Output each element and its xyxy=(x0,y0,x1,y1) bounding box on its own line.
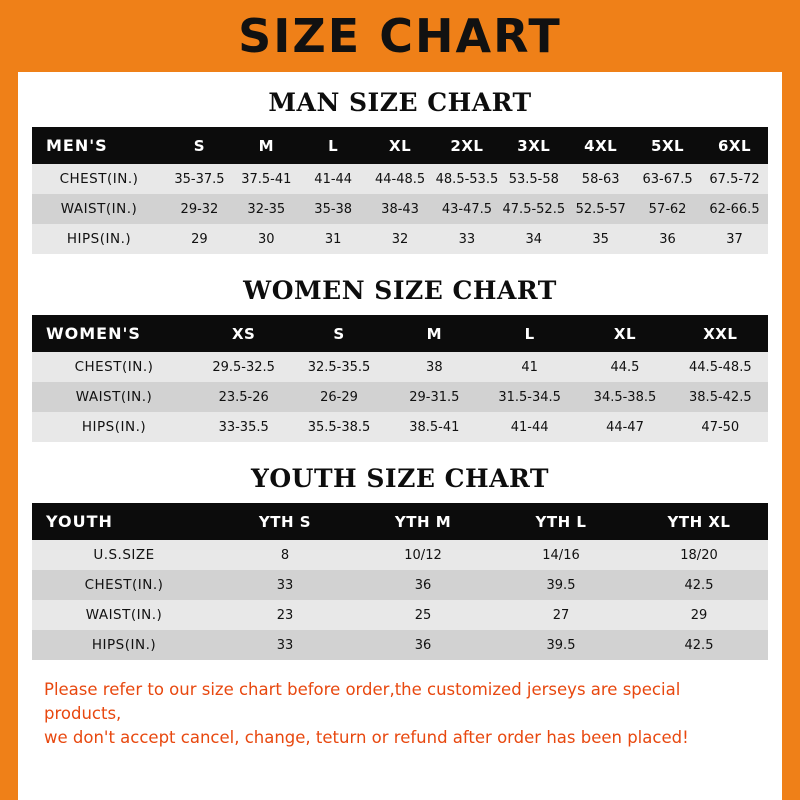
table-cell: 37 xyxy=(701,224,768,254)
youth-size-table xyxy=(32,503,768,660)
table-cell: 48.5-53.5 xyxy=(434,164,501,194)
women-row-label-chest: CHEST(IN.) xyxy=(32,352,196,382)
youth-row-label-us-size: U.S.SIZE xyxy=(32,540,216,570)
section-title-man: MAN SIZE CHART xyxy=(268,88,532,117)
table-row xyxy=(32,194,768,224)
table-cell: 34 xyxy=(500,224,567,254)
table-header-row xyxy=(32,315,768,352)
man-corner-label: MEN'S xyxy=(32,127,166,164)
man-row-label-chest: CHEST(IN.) xyxy=(32,164,166,194)
table-row xyxy=(32,412,768,442)
section-title-women: WOMEN SIZE CHART xyxy=(243,276,557,305)
man-table-header xyxy=(32,127,768,164)
footer-note-line-2: we don't accept cancel, change, teturn or refund after order has been placed! xyxy=(44,727,689,747)
table-row xyxy=(32,630,768,660)
table-cell: 43-47.5 xyxy=(434,194,501,224)
section-man xyxy=(30,88,770,254)
table-cell: 63-67.5 xyxy=(634,164,701,194)
man-size-table xyxy=(32,127,768,254)
table-row xyxy=(32,600,768,630)
women-row-label-waist: WAIST(IN.) xyxy=(32,382,196,412)
table-cell: 47.5-52.5 xyxy=(500,194,567,224)
table-cell: 37.5-41 xyxy=(233,164,300,194)
table-cell: 53.5-58 xyxy=(500,164,567,194)
table-row xyxy=(32,382,768,412)
table-cell: 35-37.5 xyxy=(166,164,233,194)
man-col-3xl: 3XL xyxy=(500,127,567,164)
table-cell: 62-66.5 xyxy=(701,194,768,224)
table-cell: 38 xyxy=(387,352,482,382)
table-cell: 29-31.5 xyxy=(387,382,482,412)
table-cell: 30 xyxy=(233,224,300,254)
man-col-m: M xyxy=(233,127,300,164)
youth-col-s: YTH S xyxy=(216,503,354,540)
table-cell: 10/12 xyxy=(354,540,492,570)
table-row xyxy=(32,164,768,194)
youth-row-label-hips: HIPS(IN.) xyxy=(32,630,216,660)
man-col-4xl: 4XL xyxy=(567,127,634,164)
table-cell: 29-32 xyxy=(166,194,233,224)
man-col-xl: XL xyxy=(367,127,434,164)
section-youth xyxy=(30,464,770,660)
section-title-youth: YOUTH SIZE CHART xyxy=(251,464,549,493)
table-cell: 57-62 xyxy=(634,194,701,224)
table-cell: 36 xyxy=(354,630,492,660)
table-row xyxy=(32,224,768,254)
youth-row-label-chest: CHEST(IN.) xyxy=(32,570,216,600)
women-col-xxl: XXL xyxy=(673,315,768,352)
table-cell: 41-44 xyxy=(482,412,577,442)
table-cell: 18/20 xyxy=(630,540,768,570)
section-women xyxy=(30,276,770,442)
youth-corner-label: YOUTH xyxy=(32,503,216,540)
page-title: SIZE CHART xyxy=(238,9,562,63)
table-cell: 32-35 xyxy=(233,194,300,224)
table-cell: 44-48.5 xyxy=(367,164,434,194)
page-banner xyxy=(0,0,800,72)
women-col-xl: XL xyxy=(577,315,672,352)
table-cell: 26-29 xyxy=(291,382,386,412)
table-cell: 8 xyxy=(216,540,354,570)
table-row xyxy=(32,540,768,570)
women-size-table xyxy=(32,315,768,442)
man-col-l: L xyxy=(300,127,367,164)
table-cell: 39.5 xyxy=(492,630,630,660)
table-row xyxy=(32,352,768,382)
man-col-2xl: 2XL xyxy=(434,127,501,164)
women-col-m: M xyxy=(387,315,482,352)
women-table-body xyxy=(32,352,768,442)
table-cell: 35 xyxy=(567,224,634,254)
youth-table-body xyxy=(32,540,768,660)
youth-col-xl: YTH XL xyxy=(630,503,768,540)
women-col-s: S xyxy=(291,315,386,352)
table-cell: 41-44 xyxy=(300,164,367,194)
women-row-label-hips: HIPS(IN.) xyxy=(32,412,196,442)
table-cell: 47-50 xyxy=(673,412,768,442)
table-cell: 42.5 xyxy=(630,570,768,600)
table-cell: 36 xyxy=(634,224,701,254)
table-cell: 29.5-32.5 xyxy=(196,352,291,382)
table-cell: 42.5 xyxy=(630,630,768,660)
table-cell: 33 xyxy=(216,570,354,600)
table-cell: 23.5-26 xyxy=(196,382,291,412)
table-cell: 67.5-72 xyxy=(701,164,768,194)
table-row xyxy=(32,570,768,600)
man-row-label-hips: HIPS(IN.) xyxy=(32,224,166,254)
footer-note-line-1: Please refer to our size chart before order,the customized jerseys are special products, xyxy=(44,680,681,723)
table-cell: 41 xyxy=(482,352,577,382)
table-cell: 33 xyxy=(434,224,501,254)
footer-note xyxy=(44,678,756,750)
women-corner-label: WOMEN'S xyxy=(32,315,196,352)
table-cell: 25 xyxy=(354,600,492,630)
man-table-body xyxy=(32,164,768,254)
table-cell: 35.5-38.5 xyxy=(291,412,386,442)
table-cell: 44.5-48.5 xyxy=(673,352,768,382)
table-cell: 31.5-34.5 xyxy=(482,382,577,412)
table-header-row xyxy=(32,127,768,164)
table-cell: 35-38 xyxy=(300,194,367,224)
table-cell: 52.5-57 xyxy=(567,194,634,224)
table-cell: 34.5-38.5 xyxy=(577,382,672,412)
youth-table-header xyxy=(32,503,768,540)
man-col-s: S xyxy=(166,127,233,164)
table-cell: 33-35.5 xyxy=(196,412,291,442)
youth-row-label-waist: WAIST(IN.) xyxy=(32,600,216,630)
table-cell: 29 xyxy=(630,600,768,630)
table-cell: 27 xyxy=(492,600,630,630)
table-cell: 29 xyxy=(166,224,233,254)
table-cell: 36 xyxy=(354,570,492,600)
man-col-5xl: 5XL xyxy=(634,127,701,164)
table-cell: 32 xyxy=(367,224,434,254)
table-cell: 38.5-41 xyxy=(387,412,482,442)
table-cell: 14/16 xyxy=(492,540,630,570)
table-cell: 44.5 xyxy=(577,352,672,382)
table-cell: 38-43 xyxy=(367,194,434,224)
women-col-xs: XS xyxy=(196,315,291,352)
table-cell: 33 xyxy=(216,630,354,660)
man-row-label-waist: WAIST(IN.) xyxy=(32,194,166,224)
youth-col-l: YTH L xyxy=(492,503,630,540)
youth-col-m: YTH M xyxy=(354,503,492,540)
women-table-header xyxy=(32,315,768,352)
chart-content xyxy=(18,88,782,750)
table-header-row xyxy=(32,503,768,540)
table-cell: 39.5 xyxy=(492,570,630,600)
table-cell: 32.5-35.5 xyxy=(291,352,386,382)
women-col-l: L xyxy=(482,315,577,352)
man-col-6xl: 6XL xyxy=(701,127,768,164)
table-cell: 38.5-42.5 xyxy=(673,382,768,412)
table-cell: 44-47 xyxy=(577,412,672,442)
table-cell: 58-63 xyxy=(567,164,634,194)
table-cell: 23 xyxy=(216,600,354,630)
table-cell: 31 xyxy=(300,224,367,254)
